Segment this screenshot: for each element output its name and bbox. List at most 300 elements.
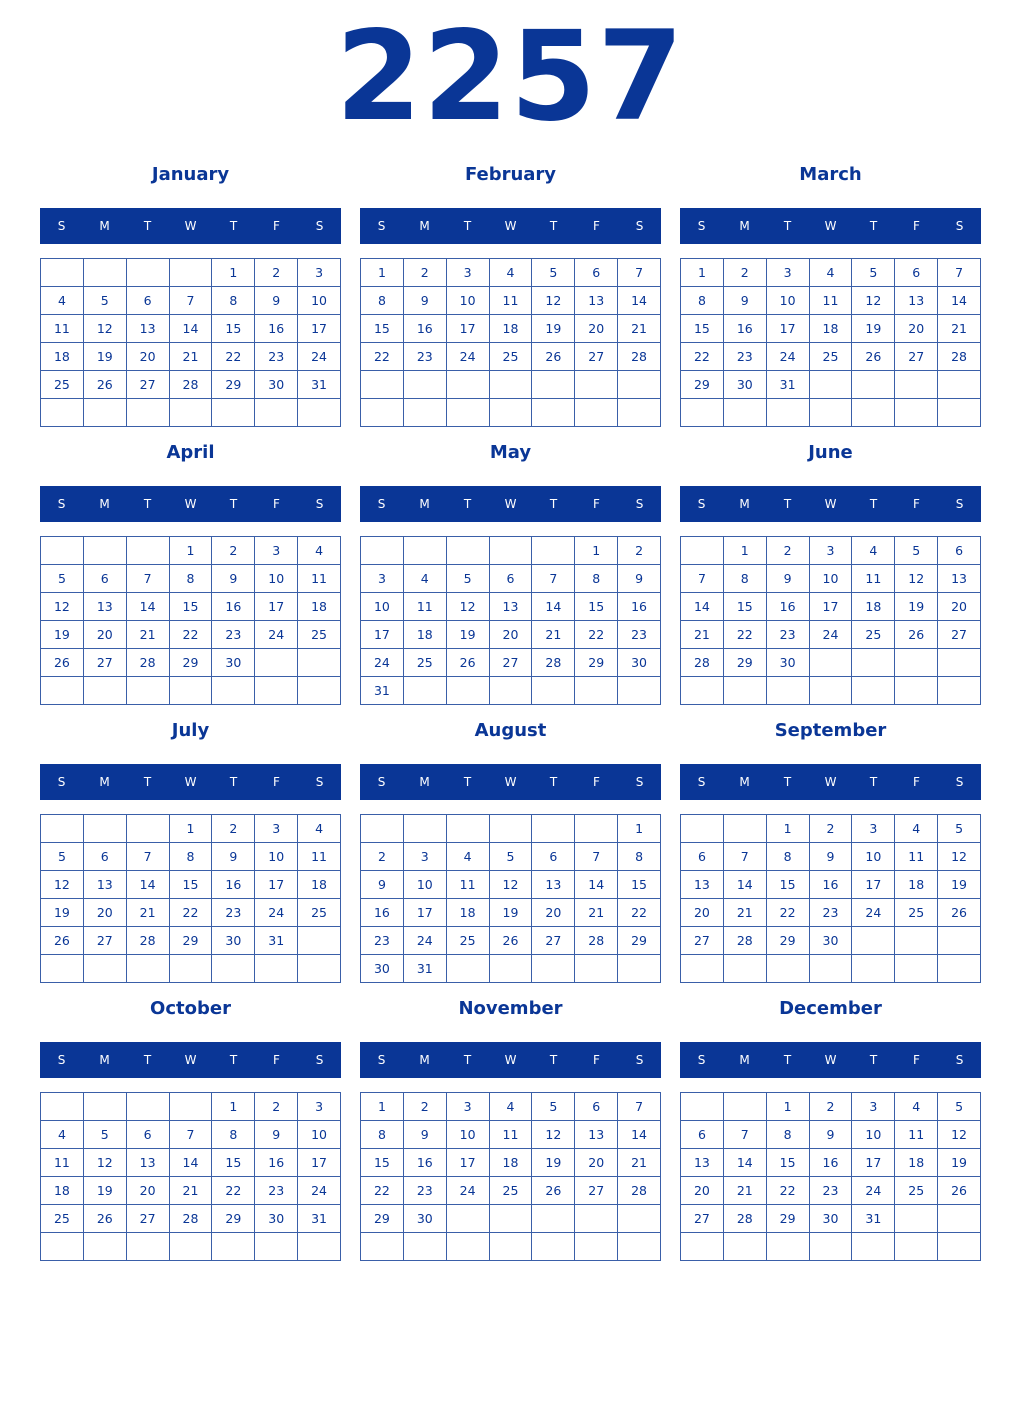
day-cell[interactable]: 2 — [255, 1093, 298, 1121]
day-cell[interactable]: 27 — [575, 343, 618, 371]
day-cell[interactable]: 5 — [895, 537, 938, 565]
day-cell[interactable]: 15 — [767, 1149, 810, 1177]
day-cell[interactable]: 26 — [84, 371, 127, 399]
day-cell[interactable]: 6 — [84, 565, 127, 593]
day-cell[interactable]: 15 — [618, 871, 661, 899]
day-cell[interactable]: 22 — [575, 621, 618, 649]
day-cell[interactable]: 2 — [404, 259, 447, 287]
day-cell[interactable]: 24 — [447, 1177, 490, 1205]
day-cell[interactable]: 3 — [852, 1093, 895, 1121]
day-cell[interactable]: 18 — [895, 871, 938, 899]
day-cell[interactable]: 19 — [84, 1177, 127, 1205]
day-cell[interactable]: 26 — [490, 927, 533, 955]
day-cell[interactable]: 25 — [41, 371, 84, 399]
day-cell[interactable]: 26 — [41, 927, 84, 955]
day-cell[interactable]: 28 — [724, 1205, 767, 1233]
day-cell[interactable]: 15 — [361, 315, 404, 343]
day-cell[interactable]: 11 — [895, 843, 938, 871]
day-cell[interactable]: 28 — [618, 1177, 661, 1205]
day-cell[interactable]: 10 — [255, 843, 298, 871]
day-cell[interactable]: 18 — [895, 1149, 938, 1177]
day-cell[interactable]: 28 — [127, 649, 170, 677]
day-cell[interactable]: 27 — [532, 927, 575, 955]
day-cell[interactable]: 22 — [767, 1177, 810, 1205]
day-cell[interactable]: 2 — [618, 537, 661, 565]
day-cell[interactable]: 16 — [724, 315, 767, 343]
day-cell[interactable]: 21 — [724, 1177, 767, 1205]
day-cell[interactable]: 10 — [852, 843, 895, 871]
day-cell[interactable]: 8 — [170, 843, 213, 871]
day-cell[interactable]: 1 — [361, 1093, 404, 1121]
day-cell[interactable]: 14 — [618, 287, 661, 315]
day-cell[interactable]: 29 — [170, 927, 213, 955]
day-cell[interactable]: 22 — [212, 343, 255, 371]
day-cell[interactable]: 16 — [618, 593, 661, 621]
day-cell[interactable]: 7 — [938, 259, 981, 287]
day-cell[interactable]: 17 — [298, 1149, 341, 1177]
day-cell[interactable]: 16 — [212, 871, 255, 899]
day-cell[interactable]: 30 — [724, 371, 767, 399]
day-cell[interactable]: 17 — [810, 593, 853, 621]
day-cell[interactable]: 23 — [767, 621, 810, 649]
day-cell[interactable]: 30 — [255, 1205, 298, 1233]
day-cell[interactable]: 24 — [852, 1177, 895, 1205]
day-cell[interactable]: 20 — [895, 315, 938, 343]
day-cell[interactable]: 8 — [361, 287, 404, 315]
day-cell[interactable]: 10 — [447, 1121, 490, 1149]
day-cell[interactable]: 14 — [170, 315, 213, 343]
day-cell[interactable]: 7 — [170, 1121, 213, 1149]
day-cell[interactable]: 19 — [41, 899, 84, 927]
day-cell[interactable]: 3 — [361, 565, 404, 593]
day-cell[interactable]: 13 — [681, 871, 724, 899]
day-cell[interactable]: 17 — [447, 315, 490, 343]
day-cell[interactable]: 29 — [681, 371, 724, 399]
day-cell[interactable]: 19 — [938, 1149, 981, 1177]
day-cell[interactable]: 31 — [361, 677, 404, 705]
day-cell[interactable]: 6 — [681, 1121, 724, 1149]
day-cell[interactable]: 7 — [127, 843, 170, 871]
day-cell[interactable]: 21 — [170, 343, 213, 371]
day-cell[interactable]: 26 — [532, 1177, 575, 1205]
day-cell[interactable]: 9 — [810, 843, 853, 871]
day-cell[interactable]: 29 — [575, 649, 618, 677]
day-cell[interactable]: 10 — [767, 287, 810, 315]
day-cell[interactable]: 11 — [447, 871, 490, 899]
day-cell[interactable]: 5 — [84, 287, 127, 315]
day-cell[interactable]: 13 — [532, 871, 575, 899]
day-cell[interactable]: 27 — [84, 927, 127, 955]
day-cell[interactable]: 22 — [361, 343, 404, 371]
day-cell[interactable]: 14 — [127, 593, 170, 621]
day-cell[interactable]: 4 — [298, 537, 341, 565]
day-cell[interactable]: 31 — [404, 955, 447, 983]
day-cell[interactable]: 28 — [170, 371, 213, 399]
day-cell[interactable]: 19 — [447, 621, 490, 649]
day-cell[interactable]: 28 — [170, 1205, 213, 1233]
day-cell[interactable]: 9 — [212, 843, 255, 871]
day-cell[interactable]: 10 — [852, 1121, 895, 1149]
day-cell[interactable]: 6 — [490, 565, 533, 593]
day-cell[interactable]: 11 — [490, 1121, 533, 1149]
day-cell[interactable]: 25 — [298, 899, 341, 927]
day-cell[interactable]: 9 — [212, 565, 255, 593]
day-cell[interactable]: 9 — [361, 871, 404, 899]
day-cell[interactable]: 24 — [255, 899, 298, 927]
day-cell[interactable]: 30 — [255, 371, 298, 399]
day-cell[interactable]: 14 — [127, 871, 170, 899]
day-cell[interactable]: 12 — [84, 1149, 127, 1177]
day-cell[interactable]: 8 — [618, 843, 661, 871]
day-cell[interactable]: 17 — [852, 871, 895, 899]
day-cell[interactable]: 18 — [298, 593, 341, 621]
day-cell[interactable]: 16 — [255, 1149, 298, 1177]
day-cell[interactable]: 3 — [810, 537, 853, 565]
day-cell[interactable]: 22 — [681, 343, 724, 371]
day-cell[interactable]: 8 — [212, 1121, 255, 1149]
day-cell[interactable]: 28 — [724, 927, 767, 955]
day-cell[interactable]: 18 — [810, 315, 853, 343]
day-cell[interactable]: 20 — [84, 899, 127, 927]
day-cell[interactable]: 12 — [447, 593, 490, 621]
day-cell[interactable]: 12 — [532, 1121, 575, 1149]
day-cell[interactable]: 17 — [361, 621, 404, 649]
day-cell[interactable]: 14 — [618, 1121, 661, 1149]
day-cell[interactable]: 13 — [490, 593, 533, 621]
day-cell[interactable]: 30 — [212, 927, 255, 955]
day-cell[interactable]: 19 — [490, 899, 533, 927]
day-cell[interactable]: 5 — [41, 843, 84, 871]
day-cell[interactable]: 16 — [404, 315, 447, 343]
day-cell[interactable]: 30 — [767, 649, 810, 677]
day-cell[interactable]: 10 — [447, 287, 490, 315]
day-cell[interactable]: 9 — [724, 287, 767, 315]
day-cell[interactable]: 29 — [212, 1205, 255, 1233]
day-cell[interactable]: 1 — [767, 815, 810, 843]
day-cell[interactable]: 29 — [170, 649, 213, 677]
day-cell[interactable]: 12 — [41, 871, 84, 899]
day-cell[interactable]: 24 — [852, 899, 895, 927]
day-cell[interactable]: 11 — [41, 1149, 84, 1177]
day-cell[interactable]: 2 — [810, 815, 853, 843]
day-cell[interactable]: 4 — [895, 815, 938, 843]
day-cell[interactable]: 17 — [404, 899, 447, 927]
day-cell[interactable]: 28 — [681, 649, 724, 677]
day-cell[interactable]: 12 — [490, 871, 533, 899]
day-cell[interactable]: 24 — [298, 1177, 341, 1205]
day-cell[interactable]: 15 — [767, 871, 810, 899]
day-cell[interactable]: 6 — [895, 259, 938, 287]
day-cell[interactable]: 8 — [681, 287, 724, 315]
day-cell[interactable]: 19 — [895, 593, 938, 621]
day-cell[interactable]: 4 — [810, 259, 853, 287]
day-cell[interactable]: 9 — [767, 565, 810, 593]
day-cell[interactable]: 9 — [404, 1121, 447, 1149]
day-cell[interactable]: 22 — [212, 1177, 255, 1205]
day-cell[interactable]: 7 — [681, 565, 724, 593]
day-cell[interactable]: 9 — [255, 1121, 298, 1149]
day-cell[interactable]: 14 — [938, 287, 981, 315]
day-cell[interactable]: 20 — [938, 593, 981, 621]
day-cell[interactable]: 18 — [404, 621, 447, 649]
day-cell[interactable]: 21 — [618, 315, 661, 343]
day-cell[interactable]: 26 — [895, 621, 938, 649]
day-cell[interactable]: 1 — [575, 537, 618, 565]
day-cell[interactable]: 2 — [724, 259, 767, 287]
day-cell[interactable]: 26 — [84, 1205, 127, 1233]
day-cell[interactable]: 16 — [810, 871, 853, 899]
day-cell[interactable]: 4 — [490, 259, 533, 287]
day-cell[interactable]: 15 — [724, 593, 767, 621]
day-cell[interactable]: 1 — [767, 1093, 810, 1121]
day-cell[interactable]: 13 — [575, 287, 618, 315]
day-cell[interactable]: 2 — [810, 1093, 853, 1121]
day-cell[interactable]: 23 — [404, 343, 447, 371]
day-cell[interactable]: 20 — [532, 899, 575, 927]
day-cell[interactable]: 6 — [127, 287, 170, 315]
day-cell[interactable]: 11 — [895, 1121, 938, 1149]
day-cell[interactable]: 29 — [212, 371, 255, 399]
day-cell[interactable]: 23 — [618, 621, 661, 649]
day-cell[interactable]: 25 — [490, 343, 533, 371]
day-cell[interactable]: 21 — [575, 899, 618, 927]
day-cell[interactable]: 1 — [212, 259, 255, 287]
day-cell[interactable]: 1 — [170, 537, 213, 565]
day-cell[interactable]: 11 — [298, 843, 341, 871]
day-cell[interactable]: 20 — [84, 621, 127, 649]
day-cell[interactable]: 5 — [41, 565, 84, 593]
day-cell[interactable]: 11 — [404, 593, 447, 621]
day-cell[interactable]: 26 — [41, 649, 84, 677]
day-cell[interactable]: 18 — [490, 315, 533, 343]
day-cell[interactable]: 7 — [724, 1121, 767, 1149]
day-cell[interactable]: 15 — [681, 315, 724, 343]
day-cell[interactable]: 6 — [127, 1121, 170, 1149]
day-cell[interactable]: 7 — [618, 259, 661, 287]
day-cell[interactable]: 28 — [575, 927, 618, 955]
day-cell[interactable]: 1 — [170, 815, 213, 843]
day-cell[interactable]: 3 — [255, 537, 298, 565]
day-cell[interactable]: 26 — [852, 343, 895, 371]
day-cell[interactable]: 25 — [490, 1177, 533, 1205]
day-cell[interactable]: 23 — [404, 1177, 447, 1205]
day-cell[interactable]: 6 — [681, 843, 724, 871]
day-cell[interactable]: 27 — [127, 1205, 170, 1233]
day-cell[interactable]: 4 — [404, 565, 447, 593]
day-cell[interactable]: 25 — [895, 899, 938, 927]
day-cell[interactable]: 15 — [212, 315, 255, 343]
day-cell[interactable]: 24 — [255, 621, 298, 649]
day-cell[interactable]: 19 — [852, 315, 895, 343]
day-cell[interactable]: 20 — [681, 1177, 724, 1205]
day-cell[interactable]: 7 — [575, 843, 618, 871]
day-cell[interactable]: 21 — [618, 1149, 661, 1177]
day-cell[interactable]: 9 — [404, 287, 447, 315]
day-cell[interactable]: 4 — [895, 1093, 938, 1121]
day-cell[interactable]: 11 — [810, 287, 853, 315]
day-cell[interactable]: 23 — [255, 1177, 298, 1205]
day-cell[interactable]: 28 — [938, 343, 981, 371]
day-cell[interactable]: 23 — [724, 343, 767, 371]
day-cell[interactable]: 27 — [490, 649, 533, 677]
day-cell[interactable]: 1 — [681, 259, 724, 287]
day-cell[interactable]: 12 — [938, 843, 981, 871]
day-cell[interactable]: 21 — [938, 315, 981, 343]
day-cell[interactable]: 22 — [724, 621, 767, 649]
day-cell[interactable]: 9 — [810, 1121, 853, 1149]
day-cell[interactable]: 9 — [255, 287, 298, 315]
day-cell[interactable]: 30 — [618, 649, 661, 677]
day-cell[interactable]: 13 — [127, 315, 170, 343]
day-cell[interactable]: 27 — [575, 1177, 618, 1205]
day-cell[interactable]: 29 — [724, 649, 767, 677]
day-cell[interactable]: 30 — [810, 1205, 853, 1233]
day-cell[interactable]: 24 — [361, 649, 404, 677]
day-cell[interactable]: 24 — [447, 343, 490, 371]
day-cell[interactable]: 20 — [127, 343, 170, 371]
day-cell[interactable]: 20 — [681, 899, 724, 927]
day-cell[interactable]: 1 — [212, 1093, 255, 1121]
day-cell[interactable]: 20 — [127, 1177, 170, 1205]
day-cell[interactable]: 29 — [767, 927, 810, 955]
day-cell[interactable]: 2 — [212, 537, 255, 565]
day-cell[interactable]: 17 — [255, 871, 298, 899]
day-cell[interactable]: 19 — [41, 621, 84, 649]
day-cell[interactable]: 3 — [404, 843, 447, 871]
day-cell[interactable]: 6 — [532, 843, 575, 871]
day-cell[interactable]: 12 — [938, 1121, 981, 1149]
day-cell[interactable]: 13 — [84, 871, 127, 899]
day-cell[interactable]: 25 — [895, 1177, 938, 1205]
day-cell[interactable]: 14 — [724, 871, 767, 899]
day-cell[interactable]: 19 — [84, 343, 127, 371]
day-cell[interactable]: 18 — [41, 1177, 84, 1205]
day-cell[interactable]: 20 — [575, 1149, 618, 1177]
day-cell[interactable]: 13 — [938, 565, 981, 593]
day-cell[interactable]: 5 — [938, 1093, 981, 1121]
day-cell[interactable]: 5 — [532, 1093, 575, 1121]
day-cell[interactable]: 7 — [127, 565, 170, 593]
day-cell[interactable]: 31 — [767, 371, 810, 399]
day-cell[interactable]: 30 — [212, 649, 255, 677]
day-cell[interactable]: 6 — [575, 1093, 618, 1121]
day-cell[interactable]: 22 — [170, 899, 213, 927]
day-cell[interactable]: 21 — [127, 899, 170, 927]
day-cell[interactable]: 12 — [895, 565, 938, 593]
day-cell[interactable]: 17 — [298, 315, 341, 343]
day-cell[interactable]: 24 — [767, 343, 810, 371]
day-cell[interactable]: 4 — [41, 287, 84, 315]
day-cell[interactable]: 19 — [532, 1149, 575, 1177]
day-cell[interactable]: 13 — [84, 593, 127, 621]
day-cell[interactable]: 19 — [532, 315, 575, 343]
day-cell[interactable]: 20 — [490, 621, 533, 649]
day-cell[interactable]: 27 — [895, 343, 938, 371]
day-cell[interactable]: 21 — [681, 621, 724, 649]
day-cell[interactable]: 30 — [810, 927, 853, 955]
day-cell[interactable]: 21 — [724, 899, 767, 927]
day-cell[interactable]: 10 — [298, 1121, 341, 1149]
day-cell[interactable]: 24 — [810, 621, 853, 649]
day-cell[interactable]: 10 — [404, 871, 447, 899]
day-cell[interactable]: 4 — [852, 537, 895, 565]
day-cell[interactable]: 22 — [767, 899, 810, 927]
day-cell[interactable]: 16 — [255, 315, 298, 343]
day-cell[interactable]: 29 — [618, 927, 661, 955]
day-cell[interactable]: 2 — [212, 815, 255, 843]
day-cell[interactable]: 19 — [938, 871, 981, 899]
day-cell[interactable]: 3 — [767, 259, 810, 287]
day-cell[interactable]: 5 — [852, 259, 895, 287]
day-cell[interactable]: 24 — [298, 343, 341, 371]
day-cell[interactable]: 8 — [724, 565, 767, 593]
day-cell[interactable]: 6 — [938, 537, 981, 565]
day-cell[interactable]: 3 — [298, 1093, 341, 1121]
day-cell[interactable]: 21 — [532, 621, 575, 649]
day-cell[interactable]: 11 — [41, 315, 84, 343]
day-cell[interactable]: 13 — [681, 1149, 724, 1177]
day-cell[interactable]: 16 — [404, 1149, 447, 1177]
day-cell[interactable]: 30 — [404, 1205, 447, 1233]
day-cell[interactable]: 8 — [767, 1121, 810, 1149]
day-cell[interactable]: 5 — [938, 815, 981, 843]
day-cell[interactable]: 7 — [724, 843, 767, 871]
day-cell[interactable]: 13 — [575, 1121, 618, 1149]
day-cell[interactable]: 27 — [127, 371, 170, 399]
day-cell[interactable]: 28 — [127, 927, 170, 955]
day-cell[interactable]: 4 — [447, 843, 490, 871]
day-cell[interactable]: 10 — [255, 565, 298, 593]
day-cell[interactable]: 5 — [84, 1121, 127, 1149]
day-cell[interactable]: 21 — [170, 1177, 213, 1205]
day-cell[interactable]: 20 — [575, 315, 618, 343]
day-cell[interactable]: 2 — [255, 259, 298, 287]
day-cell[interactable]: 8 — [575, 565, 618, 593]
day-cell[interactable]: 3 — [852, 815, 895, 843]
day-cell[interactable]: 1 — [361, 259, 404, 287]
day-cell[interactable]: 28 — [618, 343, 661, 371]
day-cell[interactable]: 27 — [84, 649, 127, 677]
day-cell[interactable]: 29 — [767, 1205, 810, 1233]
day-cell[interactable]: 26 — [938, 899, 981, 927]
day-cell[interactable]: 16 — [810, 1149, 853, 1177]
day-cell[interactable]: 13 — [127, 1149, 170, 1177]
day-cell[interactable]: 12 — [532, 287, 575, 315]
day-cell[interactable]: 27 — [681, 1205, 724, 1233]
day-cell[interactable]: 17 — [767, 315, 810, 343]
day-cell[interactable]: 26 — [532, 343, 575, 371]
day-cell[interactable]: 17 — [447, 1149, 490, 1177]
day-cell[interactable]: 21 — [127, 621, 170, 649]
day-cell[interactable]: 16 — [212, 593, 255, 621]
day-cell[interactable]: 15 — [170, 871, 213, 899]
day-cell[interactable]: 27 — [681, 927, 724, 955]
day-cell[interactable]: 15 — [212, 1149, 255, 1177]
day-cell[interactable]: 26 — [447, 649, 490, 677]
day-cell[interactable]: 12 — [852, 287, 895, 315]
day-cell[interactable]: 18 — [447, 899, 490, 927]
day-cell[interactable]: 22 — [170, 621, 213, 649]
day-cell[interactable]: 22 — [361, 1177, 404, 1205]
day-cell[interactable]: 27 — [938, 621, 981, 649]
day-cell[interactable]: 4 — [41, 1121, 84, 1149]
day-cell[interactable]: 15 — [575, 593, 618, 621]
day-cell[interactable]: 30 — [361, 955, 404, 983]
day-cell[interactable]: 3 — [447, 1093, 490, 1121]
day-cell[interactable]: 10 — [298, 287, 341, 315]
day-cell[interactable]: 18 — [41, 343, 84, 371]
day-cell[interactable]: 18 — [490, 1149, 533, 1177]
